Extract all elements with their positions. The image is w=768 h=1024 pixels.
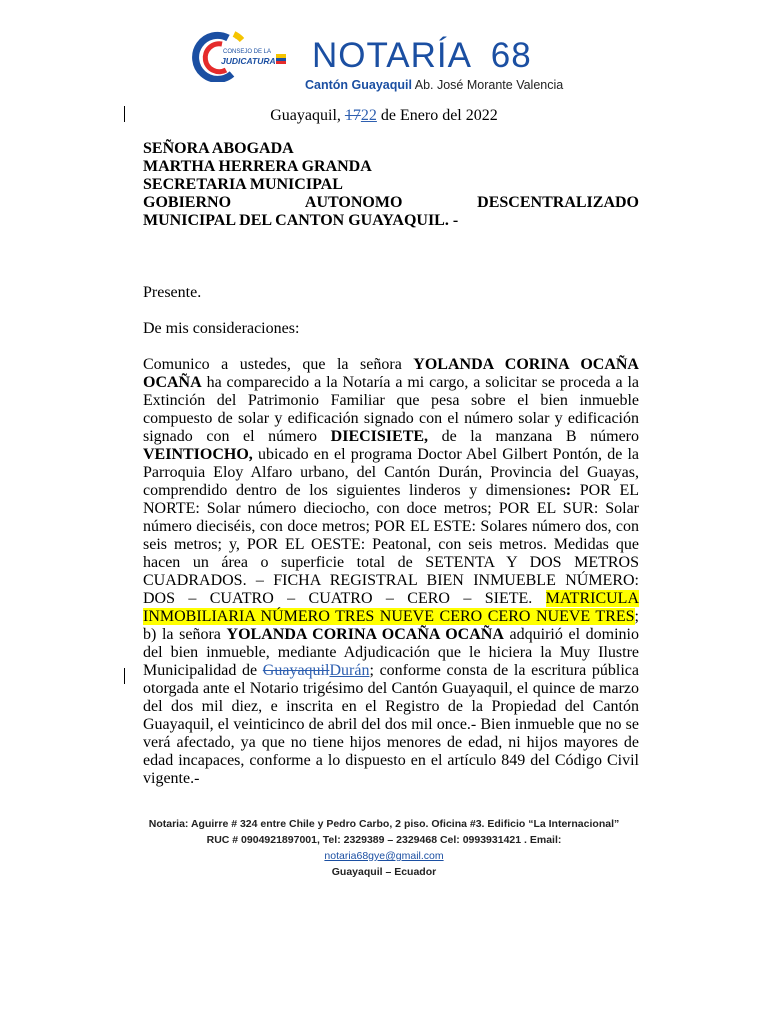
- deleted-day: 17: [344, 107, 361, 124]
- addressee-institution-cont: MUNICIPAL DEL CANTON GUAYAQUIL. -: [143, 212, 459, 229]
- person-name: YOLANDA CORINA OCAÑA OCAÑA: [143, 356, 639, 391]
- letter-body: [143, 140, 639, 788]
- body-text: ubicado en el programa Doctor Abel Gilbert Pontón, de la Parroquia Eloy Alfaro urbano, del Cantón Durán, Provincia del Guayas, comprendido dentro de los siguientes linderos y dimensiones: [143, 446, 639, 499]
- body-colon: :: [565, 482, 572, 499]
- letterhead-subtitle: [305, 78, 563, 93]
- logo-text-top: CONSEJO DE LA: [223, 49, 272, 55]
- abogado-name: Ab. José Morante Valencia: [414, 78, 564, 92]
- footer-address: Notaria: Aguirre # 324 entre Chile y Pedro Carbo, 2 piso. Oficina #3. Edificio “La Internacional”: [148, 818, 620, 830]
- footer-location: Guayaquil – Ecuador: [331, 866, 437, 878]
- body-text: ; b) la señora: [143, 608, 639, 643]
- judicatura-logo: [188, 30, 288, 82]
- addressee-title: SEÑORA ABOGADA: [143, 140, 294, 157]
- body-text: ; conforme consta de la escritura pública otorgada ante el Notario trigésimo del Cantón Guayaquil, el quince de marzo del dos mil diez, e inscrita en el Registro de la Propiedad del Cantón Guayaquil, el veinticinco de abril del dos mil once.- Bien inmueble que no se verá afectado, ya que no tiene hijos menores de edad, ni hijos mayores de edad incapaces, conforme a lo dispuesto en el artículo 849 del Código Civil vigente.-: [143, 662, 639, 787]
- date-suffix: de Enero del 2022: [380, 107, 498, 124]
- change-bar: [124, 668, 125, 684]
- body-text: POR EL NORTE: Solar número dieciocho, con doce metros; POR EL SUR: Solar número dieciséis, con doce metros; POR EL ESTE: Solares número dos, con seis metros; y, POR EL OESTE: Peatonal, con seis metros. Medidas que hacen un área o superficie total de SETENTA Y DOS METROS CUADRADOS. – FICHA REGISTRAL BIEN INMUEBLE NÚMERO: DOS – CUATRO – CUATRO – CERO – SIETE.: [143, 482, 639, 607]
- greeting: Presente.: [143, 284, 202, 301]
- date-line: [0, 106, 768, 126]
- inserted-day: 22: [360, 107, 377, 124]
- footer-contact: RUC # 0904921897001, Tel: 2329389 – 2329468 Cel: 0993931421 . Email:: [206, 834, 562, 846]
- body-text: Comunico a ustedes, que la señora: [143, 356, 414, 373]
- footer: [0, 816, 768, 880]
- addressee-institution: GOBIERNO AUTONOMO DESCENTRALIZADO: [143, 194, 639, 211]
- highlighted-matricula: MATRICULA INMOBILIARIA NÚMERO TRES NUEVE CERO CERO NUEVE TRES: [143, 590, 639, 625]
- deleted-city: Guayaquil: [262, 662, 330, 679]
- addressee-position: SECRETARIA MUNICIPAL: [143, 176, 343, 193]
- notaria-title: NOTARÍA 68: [312, 36, 532, 75]
- person-name: YOLANDA CORINA OCAÑA OCAÑA: [226, 626, 504, 643]
- body-text: adquirió el dominio del bien inmueble, mediante Adjudicación que le hiciera la Muy Ilustre Municipalidad de: [143, 626, 639, 679]
- considerations: De mis consideraciones:: [143, 320, 300, 337]
- addressee-name: MARTHA HERRERA GRANDA: [143, 158, 372, 175]
- manzana-number: VEINTIOCHO,: [143, 446, 253, 463]
- date-prefix: Guayaquil,: [270, 107, 341, 124]
- body-paragraph: [143, 356, 639, 788]
- body-text: ha comparecido a la Notaría a mi cargo, a solicitar se proceda a la Extinción del Patrimonio Familiar que pesa sobre el bien inmueble compuesto de solar y edificación signado con el número solar y edificación signado con el número: [143, 374, 639, 445]
- footer-email-link[interactable]: notaria68gye@gmail.com: [324, 850, 444, 862]
- solar-number: DIECISIETE,: [330, 428, 429, 445]
- inserted-city: Durán: [329, 662, 370, 679]
- logo-text-main: JUDICATURA: [221, 56, 276, 66]
- canton-label: Cantón Guayaquil: [305, 78, 412, 92]
- body-text: de la manzana B número: [428, 428, 640, 445]
